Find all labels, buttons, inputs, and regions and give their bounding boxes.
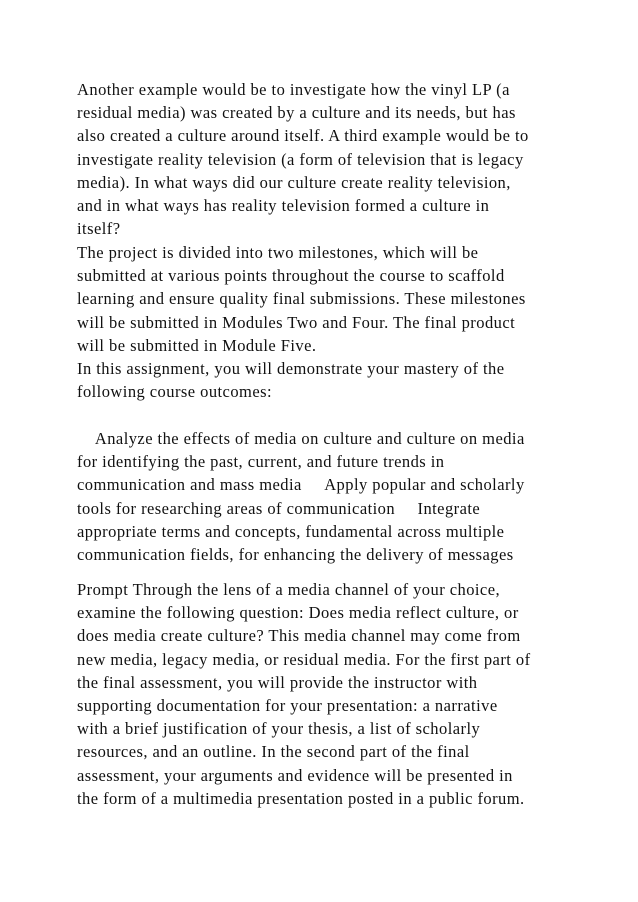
text-line: The project is divided into two milestones, which will be — [77, 243, 479, 262]
text-line: will be submitted in Modules Two and Four. The final product — [77, 312, 516, 332]
text-line: appropriate terms and concepts, fundamental across multiple — [77, 521, 505, 541]
text-line: communication fields, for enhancing the delivery of messages — [77, 544, 514, 564]
text-line: for identifying the past, current, and future trends in — [77, 452, 445, 472]
paragraph-milestones — [77, 241, 577, 357]
paragraph-vinyl-reality-tv — [77, 78, 577, 240]
text-line: itself? — [77, 219, 121, 239]
text-line: does media create culture? This media channel may come from — [77, 626, 521, 646]
text-line: resources, and an outline. In the second part of the final — [77, 742, 470, 762]
text-line: Prompt Through the lens of a media channel of your choice, — [77, 580, 501, 599]
text-line: Analyze the effects of media on culture and culture on media — [77, 429, 507, 448]
text-line: submitted at various points throughout the course to scaffold — [77, 266, 505, 286]
text-line: In this assignment, you will demonstrate your mastery of the — [77, 359, 505, 378]
text-line: supporting documentation for your presentation: a narrative — [77, 695, 498, 715]
text-line: the form of a multimedia presentation posted in a public forum. — [77, 788, 525, 808]
text-line: residual media) was created by a culture and its needs, but has — [77, 103, 516, 123]
text-line: new media, legacy media, or residual media. For the first part of — [77, 649, 531, 669]
text-line: and in what ways has reality television formed a culture in — [77, 195, 490, 215]
text-line: investigate reality television (a form of television that is legacy — [77, 149, 524, 169]
paragraph-course-outcomes-intro — [77, 357, 577, 403]
text-line: Another example would be to investigate how the vinyl LP (a — [77, 80, 510, 99]
text-line: learning and ensure quality final submissions. These milestones — [77, 289, 526, 309]
text-line: assessment, your arguments and evidence will be presented in — [77, 765, 513, 785]
text-line: following course outcomes: — [77, 382, 272, 402]
paragraph-course-outcomes-list — [77, 427, 577, 566]
text-line: tools for researching areas of communication Integrate — [77, 498, 463, 518]
text-line: communication and mass media Apply popular and scholarly — [77, 475, 506, 495]
text-line: the final assessment, you will provide the instructor with — [77, 672, 478, 692]
text-line: also created a culture around itself. A third example would be to — [77, 126, 529, 146]
text-line: will be submitted in Module Five. — [77, 335, 317, 355]
paragraph-prompt — [77, 578, 577, 810]
text-line: media). In what ways did our culture create reality television, — [77, 172, 511, 192]
text-line: examine the following question: Does media reflect culture, or — [77, 603, 519, 623]
text-line: with a brief justification of your thesis, a list of scholarly — [77, 719, 481, 739]
